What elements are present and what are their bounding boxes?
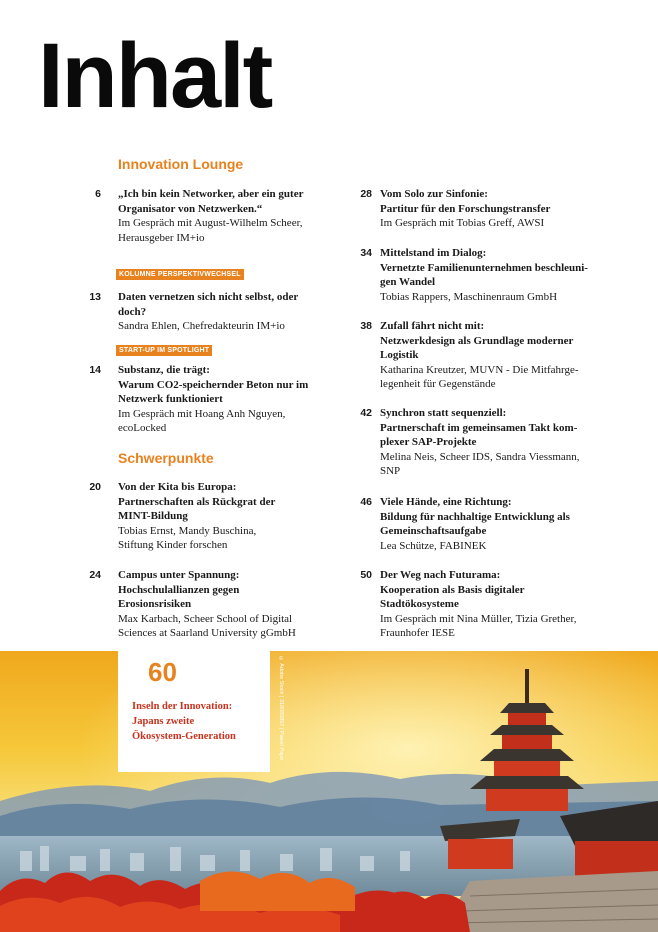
pagoda-landscape-image [0,651,658,932]
entry-author: Fraunhofer IESE [380,627,455,640]
entry-title: Der Weg nach Futurama: [380,569,501,581]
photo-credit: © Adobe Stock | 318080857 | Pawel Pajor [278,656,284,761]
entry-title: Partnerschaft im gemeinsamen Takt kom- [380,421,578,434]
page-number: 28 [360,188,372,200]
entry-title: Organisator von Netzwerken.“ [118,202,263,215]
page-number: 13 [89,291,101,303]
page-number: 14 [89,364,101,376]
entry-author: Max Karbach, Scheer School of Digital [118,612,293,625]
page-number: 38 [360,320,372,332]
page-number: 34 [360,247,372,259]
entry-title: Hochschulallianzen gegen [118,583,240,596]
entry-title: Mittelstand im Dialog: [380,247,487,259]
entry-author: Im Gespräch mit Hoang Anh Nguyen, [118,407,286,420]
page-number: 24 [89,569,101,581]
entry-author: Lea Schütze, FABINEK [380,539,487,552]
page-number: 42 [360,407,372,419]
entry-title: Partnerschaften als Rückgrat der [118,495,276,508]
entry-title: „Ich bin kein Networker, aber ein guter [118,188,304,200]
entry-title: Vom Solo zur Sinfonie: [380,188,488,200]
entry-title: MINT-Bildung [118,510,188,523]
entry-title: Stadtökosysteme [380,598,459,611]
entry-title: Bildung für nachhaltige Entwicklung als [380,510,570,523]
page-number: 46 [360,496,372,508]
tag-startup: START-UP IM SPOTLIGHT [116,345,212,356]
entry-author: Katharina Kreutzer, MUVN - Die Mitfahrge- [380,363,579,376]
entry-title: Erosionsrisiken [118,598,192,611]
entry-author: Im Gespräch mit August-Wilhelm Scheer, [118,217,303,230]
entry-title: Viele Hände, eine Richtung: [380,496,512,508]
entry-author: SNP [380,465,401,478]
entry-author: legenheit für Gegenstände [380,378,496,391]
page-number: 20 [89,481,101,493]
entry-title: Warum CO2-speichernder Beton nur im [118,378,309,391]
page-title: Inhalt [38,25,272,127]
section-heading-innovation-lounge: Innovation Lounge [118,156,244,172]
entry-title: Von der Kita bis Europa: [118,481,237,493]
entry-author: Im Gespräch mit Tobias Greff, AWSI [380,217,545,230]
entry-title: Netzwerk funktioniert [118,393,223,406]
entry-title: Daten vernetzen sich nicht selbst, oder [118,291,299,303]
entry-title: Synchron statt sequenziell: [380,407,507,419]
entry-title: Vernetzte Familienunternehmen beschleuni- [380,261,588,274]
entry-author: ecoLocked [118,422,167,435]
feature-page-number: 60 [148,657,177,687]
entry-title: Gemeinschaftsaufgabe [380,525,487,538]
entry-title: Kooperation als Basis digitaler [380,583,525,596]
page-number: 6 [95,188,101,200]
tag-kolumne: KOLUMNE PERSPEKTIVWECHSEL [116,269,244,280]
section-heading-schwerpunkte: Schwerpunkte [118,450,214,466]
feature-title: Japans zweite [132,716,195,727]
feature-title: Inseln der Innovation: [132,701,233,712]
entry-author: Sandra Ehlen, Chefredakteurin IM+io [118,320,285,333]
entry-title: gen Wandel [380,276,436,289]
entry-title: doch? [118,305,147,318]
entry-title: plexer SAP-Projekte [380,436,477,449]
feature-title: Ökosystem-Generation [132,731,236,742]
entry-author: Herausgeber IM+io [118,231,205,244]
entry-author: Melina Neis, Scheer IDS, Sandra Viessmann, [380,450,580,463]
entry-title: Substanz, die trägt: [118,364,210,376]
cover-photo [0,651,658,932]
feature-teaser[interactable] [118,651,270,772]
entry-title: Logistik [380,349,419,362]
entry-author: Tobias Rappers, Maschinenraum GmbH [380,290,558,303]
entry-title: Netzwerkdesign als Grundlage moderner [380,334,574,347]
entry-author: Tobias Ernst, Mandy Buschina, [118,524,257,537]
entry-author: Sciences at Saarland University gGmbH [118,627,296,640]
entry-title: Partitur für den Forschungstransfer [380,202,551,215]
entry-author: Im Gespräch mit Nina Müller, Tizia Grether, [380,612,577,625]
entry-author: Stiftung Kinder forschen [118,539,228,552]
page-number: 50 [360,569,372,581]
entry-title: Zufall fährt nicht mit: [380,320,485,332]
entry-title: Campus unter Spannung: [118,569,240,581]
